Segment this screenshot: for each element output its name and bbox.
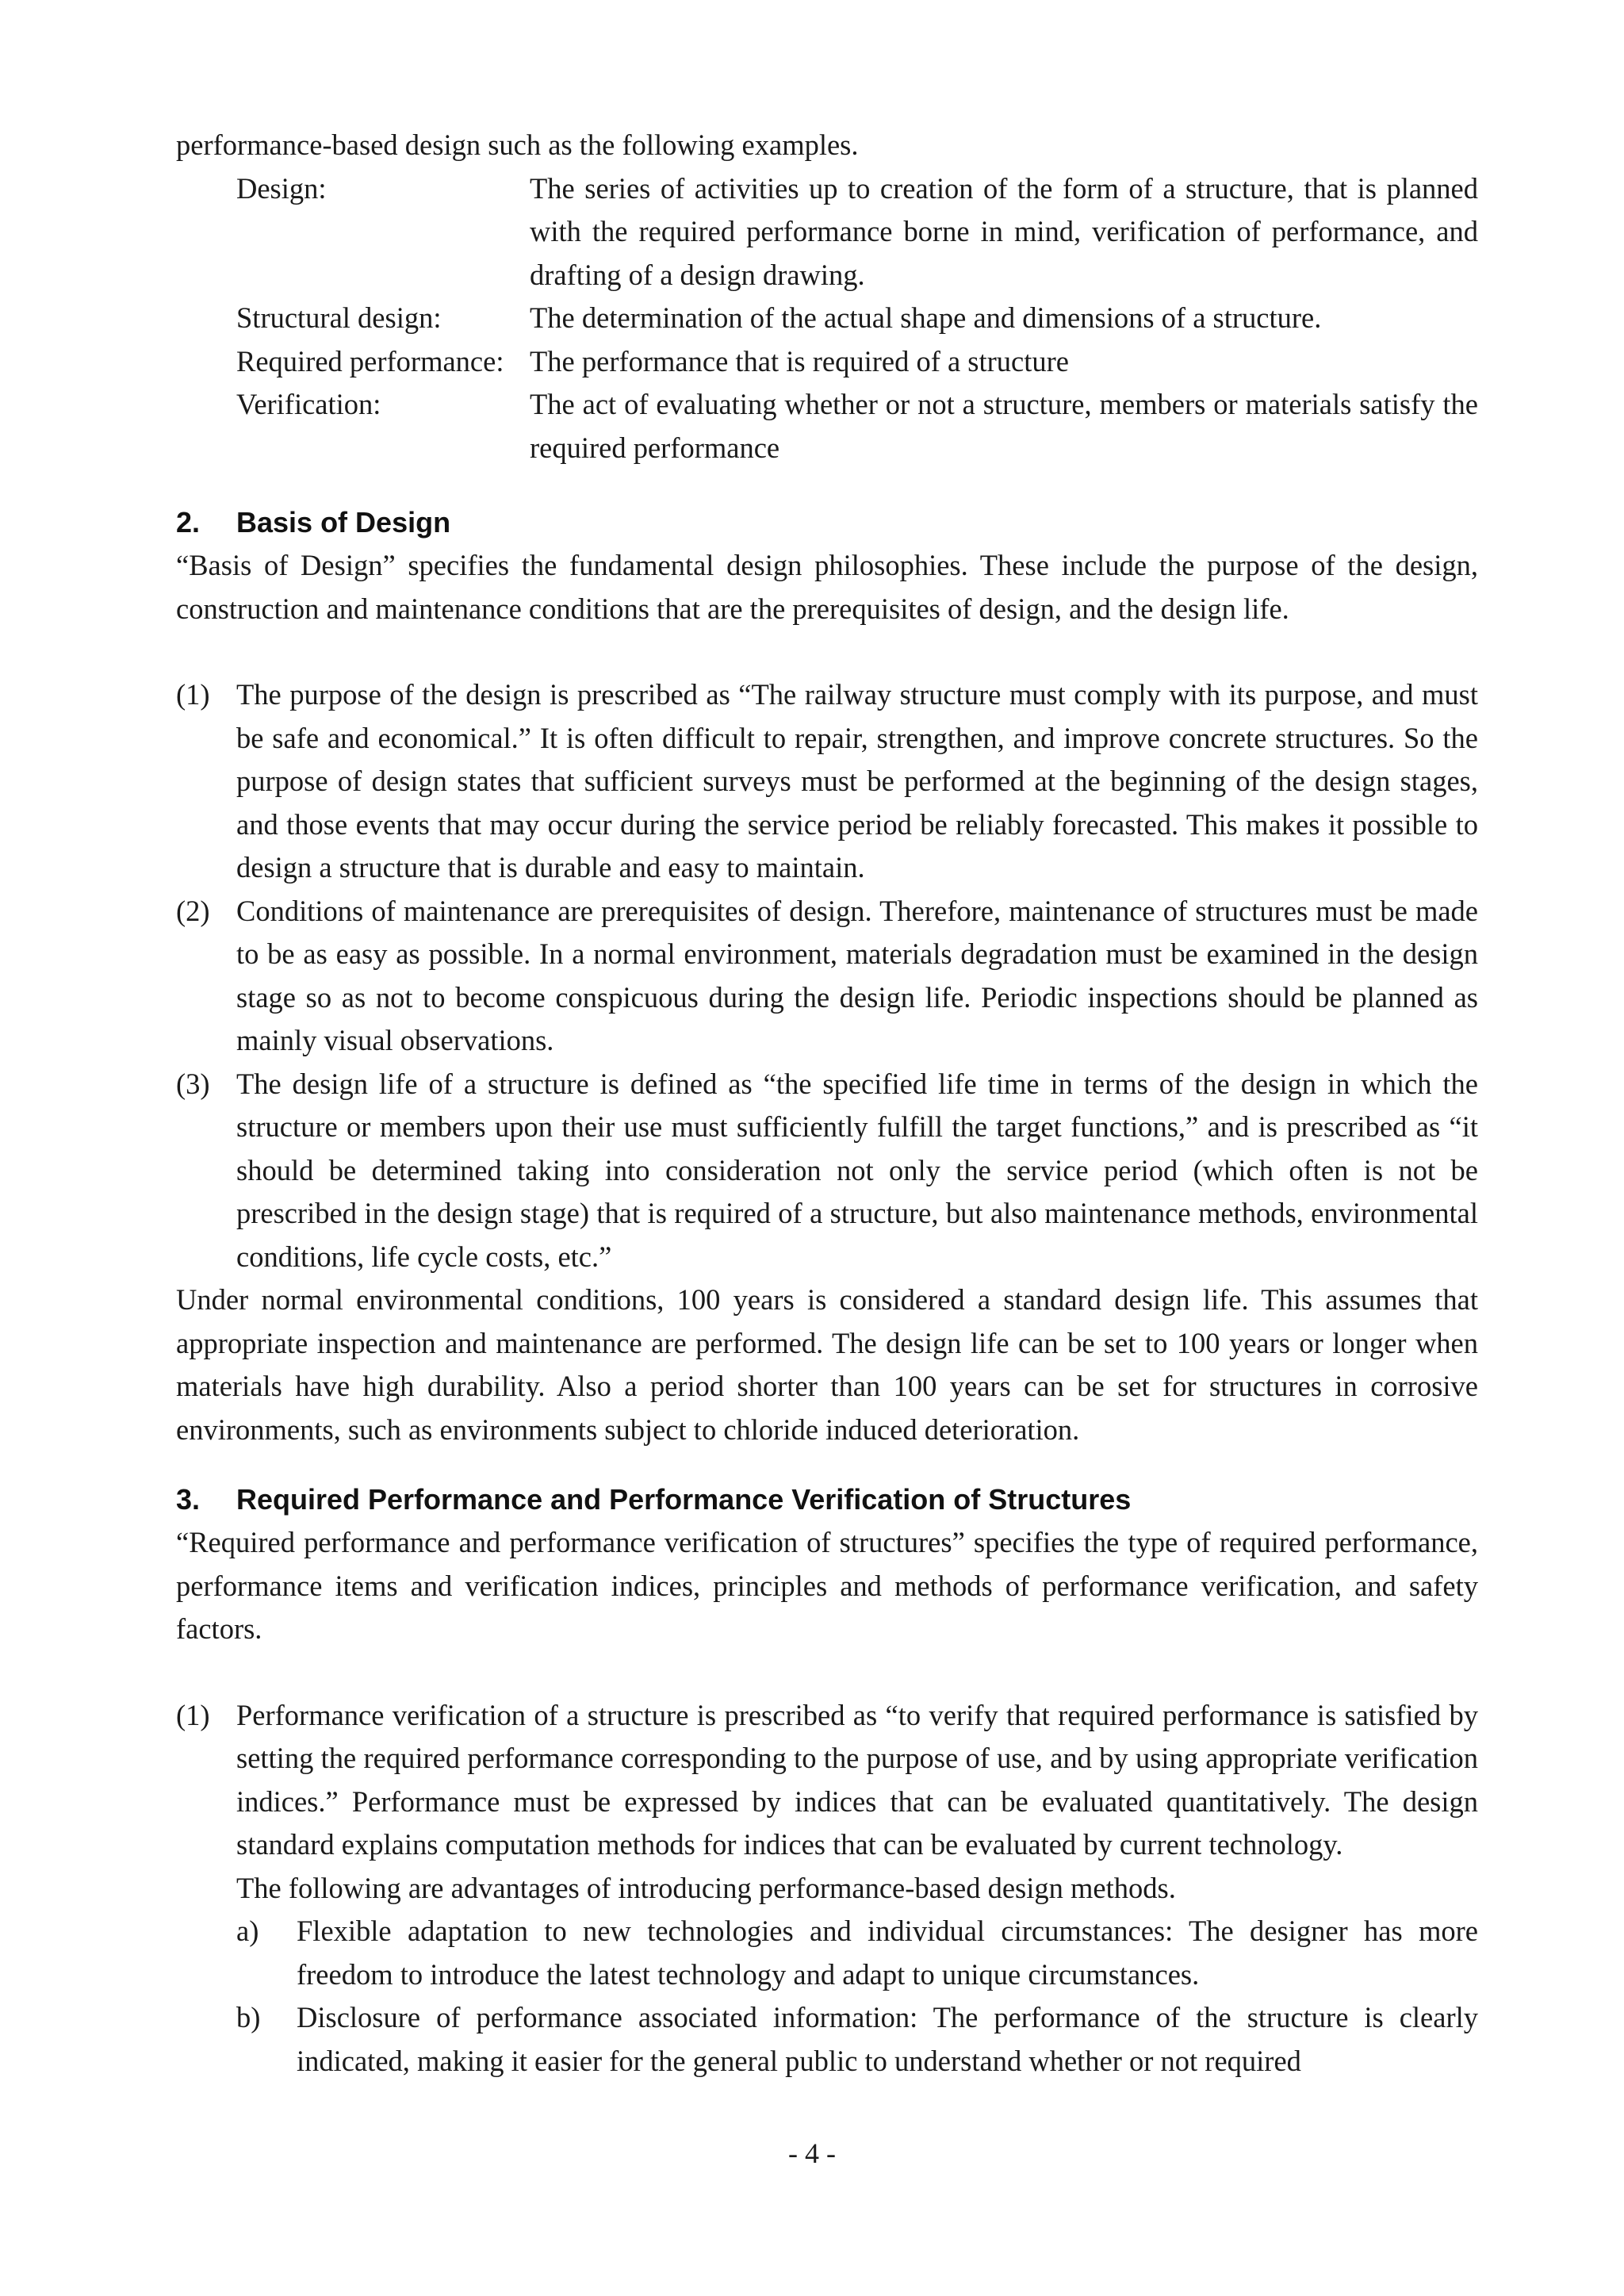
section-3-heading — [176, 1478, 1478, 1521]
intro-line: performance-based design such as the following examples. — [176, 128, 859, 161]
item-number: (3) — [176, 1067, 210, 1100]
definition-row — [236, 383, 1478, 470]
definition-text: The determination of the actual shape and dimensions of a structure. — [530, 301, 1322, 334]
section-2-intro: “Basis of Design” specifies the fundamental design philosophies. These include the purpose of the design, construction and maintenance conditions that are the prerequisites of design, and the design life. — [176, 549, 1478, 625]
definition-term: Required performance: — [236, 344, 504, 378]
sub-item-label: a) — [236, 1915, 259, 1947]
sub-item-label: b) — [236, 2001, 261, 2033]
definition-row — [236, 340, 1478, 384]
section-number: 3. — [176, 1483, 201, 1516]
section-2-closing: Under normal environmental conditions, 100 years is considered a standard design life. This assumes that appropriate inspection and maintenance are performed. The design life can be set to 100 years or longer when materials have high durability. Also a period shorter than 100 years can be set for structures in corrosive environments, such as environments subject to chloride induced deterioration. — [176, 1283, 1478, 1446]
sub-list-item — [236, 1910, 1478, 1996]
item-text: Performance verification of a structure is prescribed as “to verify that required performance is satisfied by setting the required performance corresponding to the purpose of use, and by using appropriate verification indices.” Performance must be expressed by indices that can be evaluated quantitatively. The design standard explains computation methods for indices that can be evaluated by current technology. — [236, 1698, 1478, 1861]
section-number: 2. — [176, 506, 201, 539]
definition-term: Verification: — [236, 388, 381, 420]
list-item — [176, 1694, 1478, 2083]
definition-row — [236, 167, 1478, 297]
sub-item-text: Disclosure of performance associated information: The performance of the structure is clearly indicated, making it easier for the general public to understand whether or not required — [297, 2001, 1478, 2077]
list-item — [176, 890, 1478, 1063]
definition-row — [236, 297, 1478, 340]
section-3-intro: “Required performance and performance verification of structures” specifies the type of required performance, performance items and verification indices, principles and methods of performance verification, and safety factors. — [176, 1526, 1478, 1645]
item-text: Conditions of maintenance are prerequisites of design. Therefore, maintenance of structures must be made to be as easy as possible. In a normal environment, materials degradation must be examined in the design stage so as not to become conspicuous during the design life. Periodic inspections should be planned as mainly visual observations. — [236, 894, 1478, 1056]
definition-term: Structural design: — [236, 301, 442, 334]
section-2-heading — [176, 501, 1478, 544]
document-page — [176, 124, 1478, 2083]
item-number: (2) — [176, 894, 210, 927]
item-text: The design life of a structure is defined as “the specified life time in terms of the design in which the structure or members upon their use must sufficiently fulfill the target functions,” and is prescribed as “it should be determined taking into consideration not only the service period (which often is not be prescribed in the design stage) that is required of a structure, but also maintenance methods, environmental conditions, life cycle costs, etc.” — [236, 1067, 1478, 1273]
definition-text: The act of evaluating whether or not a structure, members or materials satisfy the required performance — [530, 388, 1478, 464]
definition-text: The performance that is required of a structure — [530, 344, 1070, 378]
definitions-list — [236, 167, 1478, 470]
page-number: - 4 - — [788, 2137, 836, 2169]
list-item — [176, 673, 1478, 890]
advantages-intro: The following are advantages of introducing performance-based design methods. — [236, 1871, 1176, 1904]
item-number: (1) — [176, 1698, 210, 1731]
item-number: (1) — [176, 678, 210, 711]
section-title: Required Performance and Performance Verification of Structures — [236, 1483, 1132, 1516]
sub-list-item — [236, 1996, 1478, 2083]
definition-text: The series of activities up to creation of the form of a structure, that is planned with the required performance borne in mind, verification of performance, and drafting of a design drawing. — [530, 171, 1478, 291]
list-item — [176, 1063, 1478, 1279]
definition-term: Design: — [236, 171, 327, 205]
section-title: Basis of Design — [236, 506, 451, 539]
item-text: The purpose of the design is prescribed as “The railway structure must comply with its purpose, and must be safe and economical.” It is often difficult to repair, strengthen, and improve concrete structures. So the purpose of design states that sufficient surveys must be performed at the beginning of the design stages, and those events that may occur during the service period be reliably forecasted. This makes it possible to design a structure that is durable and easy to maintain. — [236, 678, 1478, 884]
sub-item-text: Flexible adaptation to new technologies and individual circumstances: The designer has more freedom to introduce the latest technology and adapt to unique circumstances. — [297, 1915, 1478, 1991]
section-2-items — [176, 673, 1478, 1278]
